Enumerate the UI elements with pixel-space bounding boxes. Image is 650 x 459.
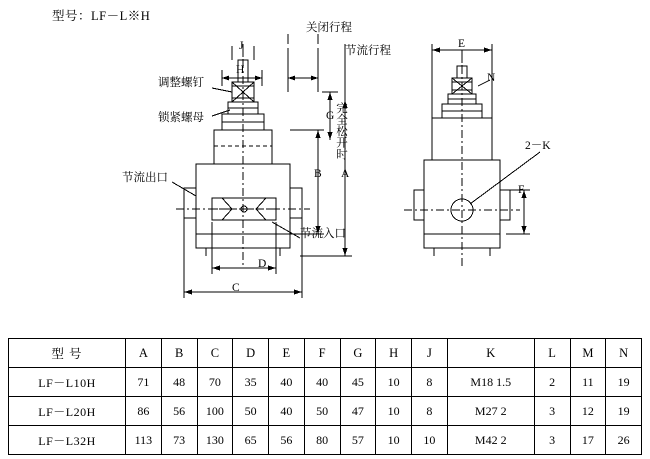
dimension-label-c: C bbox=[232, 282, 240, 294]
annotation-close-stroke: 关闭行程 bbox=[306, 22, 352, 34]
table-header-e: E bbox=[269, 339, 305, 368]
cell-j: 8 bbox=[412, 397, 448, 426]
table-header-d: D bbox=[233, 339, 269, 368]
dimension-label-n: N bbox=[487, 72, 496, 84]
cell-e: 40 bbox=[269, 397, 305, 426]
cell-n: 26 bbox=[606, 426, 642, 455]
dimension-label-f: F bbox=[518, 184, 525, 196]
table-header-j: J bbox=[412, 339, 448, 368]
cell-m: 11 bbox=[570, 368, 606, 397]
table-header-m: M bbox=[570, 339, 606, 368]
annotation-fully-loose: 完全松开时 bbox=[335, 102, 347, 160]
cell-k: M18 1.5 bbox=[447, 368, 534, 397]
dimension-label-g: G bbox=[326, 110, 335, 122]
table-header-model: 型 号 bbox=[9, 339, 126, 368]
table-row bbox=[9, 368, 642, 397]
dimension-label-e-right: E bbox=[458, 38, 466, 50]
cell-a: 113 bbox=[126, 426, 162, 455]
dimension-label-b: B bbox=[314, 168, 322, 180]
cell-b: 48 bbox=[161, 368, 197, 397]
cell-model: LF－L20H bbox=[9, 397, 126, 426]
cell-l: 3 bbox=[534, 426, 570, 455]
cell-m: 17 bbox=[570, 426, 606, 455]
cell-c: 100 bbox=[197, 397, 233, 426]
cell-n: 19 bbox=[606, 397, 642, 426]
table-header-h: H bbox=[376, 339, 412, 368]
dimension-label-j: J bbox=[239, 40, 244, 52]
cell-d: 50 bbox=[233, 397, 269, 426]
table-header-a: A bbox=[126, 339, 162, 368]
cell-j: 10 bbox=[412, 426, 448, 455]
cell-l: 3 bbox=[534, 397, 570, 426]
cell-b: 56 bbox=[161, 397, 197, 426]
cell-c: 70 bbox=[197, 368, 233, 397]
table-row bbox=[9, 426, 642, 455]
table-header-n: N bbox=[606, 339, 642, 368]
cell-b: 73 bbox=[161, 426, 197, 455]
annotation-lock-nut: 锁紧螺母 bbox=[158, 112, 204, 124]
annotation-throttle-outlet: 节流出口 bbox=[122, 172, 168, 184]
dimension-label-d: D bbox=[258, 258, 267, 270]
cell-h: 10 bbox=[376, 368, 412, 397]
cell-n: 19 bbox=[606, 368, 642, 397]
cell-d: 35 bbox=[233, 368, 269, 397]
cell-k: M27 2 bbox=[447, 397, 534, 426]
cell-model: LF－L10H bbox=[9, 368, 126, 397]
cell-l: 2 bbox=[534, 368, 570, 397]
cell-e: 56 bbox=[269, 426, 305, 455]
table-header-g: G bbox=[340, 339, 376, 368]
cell-h: 10 bbox=[376, 397, 412, 426]
specification-table bbox=[8, 338, 642, 455]
annotation-two-k: 2－K bbox=[525, 140, 551, 152]
table-header-k: K bbox=[447, 339, 534, 368]
dimension-label-a: A bbox=[341, 168, 350, 180]
page-title: 型号：LF－L※H bbox=[52, 9, 151, 23]
cell-h: 10 bbox=[376, 426, 412, 455]
cell-a: 86 bbox=[126, 397, 162, 426]
cell-m: 12 bbox=[570, 397, 606, 426]
cell-c: 130 bbox=[197, 426, 233, 455]
annotation-throttle-stroke: 节流行程 bbox=[345, 45, 391, 57]
cell-a: 71 bbox=[126, 368, 162, 397]
cell-d: 65 bbox=[233, 426, 269, 455]
cell-k: M42 2 bbox=[447, 426, 534, 455]
cell-f: 50 bbox=[304, 397, 340, 426]
cell-g: 57 bbox=[340, 426, 376, 455]
cell-j: 8 bbox=[412, 368, 448, 397]
annotation-throttle-inlet: 节流入口 bbox=[300, 228, 346, 240]
table-header-f: F bbox=[304, 339, 340, 368]
table-header-b: B bbox=[161, 339, 197, 368]
table-header-l: L bbox=[534, 339, 570, 368]
dimension-label-h: H bbox=[236, 64, 245, 76]
cell-g: 47 bbox=[340, 397, 376, 426]
cell-g: 45 bbox=[340, 368, 376, 397]
cell-f: 40 bbox=[304, 368, 340, 397]
cell-model: LF－L32H bbox=[9, 426, 126, 455]
annotation-adjust-screw: 调整螺钉 bbox=[158, 77, 204, 89]
table-row bbox=[9, 397, 642, 426]
table-header-row bbox=[9, 339, 642, 368]
table-header-c: C bbox=[197, 339, 233, 368]
cell-f: 80 bbox=[304, 426, 340, 455]
cell-e: 40 bbox=[269, 368, 305, 397]
